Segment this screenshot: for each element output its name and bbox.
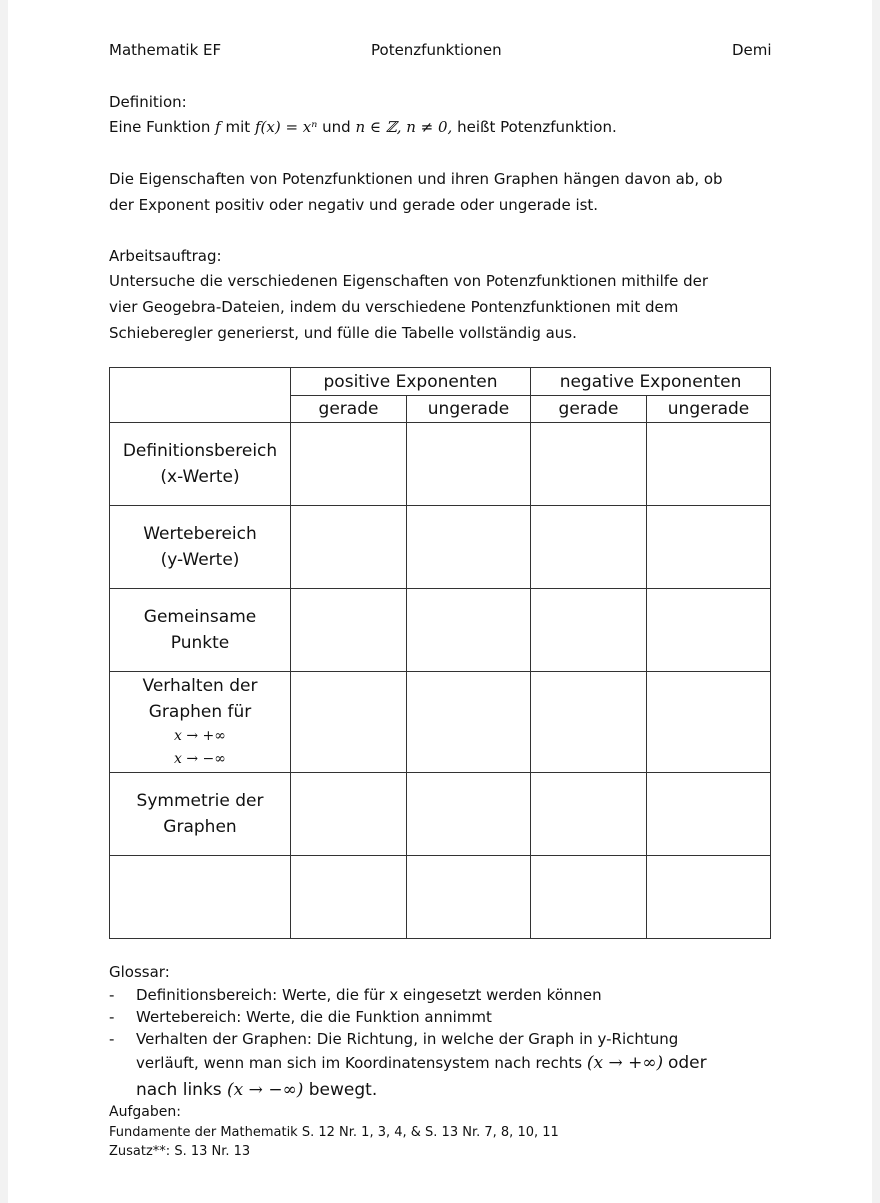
glossar-item-text: Verhalten der Graphen: Die Richtung, in welche der Graph in y-Richtung: [136, 1030, 679, 1048]
definition-prefix: Eine Funktion: [109, 118, 211, 136]
row-label-line: Graphen: [163, 817, 237, 837]
task-line-1: Untersuche die verschiedenen Eigenschaften von Potenzfunktionen mithilfe der: [109, 272, 709, 290]
table-row: [110, 773, 771, 856]
answer-cell[interactable]: [531, 856, 647, 939]
row-label-limit-plus: x → +∞: [174, 728, 226, 744]
task-heading: Arbeitsauftrag:: [109, 247, 222, 265]
answer-cell[interactable]: [407, 773, 531, 856]
definition-und: und: [322, 118, 351, 136]
definition-mit: mit: [225, 118, 251, 136]
answer-cell[interactable]: [531, 672, 647, 773]
header-subject: Mathematik EF: [109, 41, 222, 59]
answer-cell[interactable]: [531, 589, 647, 672]
answer-cell[interactable]: [647, 856, 771, 939]
answer-cell[interactable]: [531, 506, 647, 589]
properties-table: [109, 367, 771, 939]
answer-cell[interactable]: [291, 856, 407, 939]
glossar-item-text: Wertebereich: Werte, die die Funktion annimmt: [136, 1008, 492, 1026]
row-label-line: Verhalten der: [142, 676, 258, 696]
row-label-line: Wertebereich: [143, 524, 257, 544]
aufgaben-line-1: Fundamente der Mathematik S. 12 Nr. 1, 3, 4, & S. 13 Nr. 7, 8, 10, 11: [109, 1125, 559, 1140]
glossar-item: [109, 1029, 679, 1049]
row-label-line: (y-Werte): [160, 550, 240, 570]
worksheet-page: [8, 0, 872, 1203]
answer-cell[interactable]: [531, 773, 647, 856]
table-row: [110, 423, 771, 506]
math-limit-minus: (x → −∞): [227, 1080, 304, 1100]
answer-cell[interactable]: [407, 589, 531, 672]
definition-heading: Definition:: [109, 93, 187, 111]
intro-line-1: Die Eigenschaften von Potenzfunktionen und ihren Graphen hängen davon ab, ob: [109, 170, 723, 188]
header-pos-odd: ungerade: [407, 396, 531, 423]
row-label-limit-minus: x → −∞: [174, 751, 226, 767]
header-neg-odd: ungerade: [647, 396, 771, 423]
table-row: [110, 856, 771, 939]
list-dash: -: [109, 986, 115, 1004]
task-line-3: Schieberegler generierst, und fülle die Tabelle vollständig aus.: [109, 324, 577, 342]
row-label-line: Gemeinsame: [143, 607, 257, 627]
row-label-common-points: [110, 589, 291, 672]
list-dash: -: [109, 1030, 115, 1048]
glossar-item: [109, 1007, 492, 1027]
glossar-item-text: Definitionsbereich: Werte, die für x eingesetzt werden können: [136, 986, 602, 1004]
header-positive-exponents: positive Exponenten: [291, 368, 531, 396]
definition-condition: n ∈ ℤ, n ≠ 0,: [355, 118, 453, 136]
definition-line: [109, 117, 617, 137]
table-corner-cell: [110, 368, 291, 423]
row-label-line: Punkte: [170, 633, 230, 653]
glossar-item-text: bewegt.: [308, 1080, 378, 1100]
glossar-heading: Glossar:: [109, 963, 170, 981]
math-limit-plus: (x → +∞): [586, 1053, 664, 1073]
row-label-line: Graphen für: [148, 702, 252, 722]
header-topic: Potenzfunktionen: [371, 41, 502, 59]
answer-cell[interactable]: [291, 506, 407, 589]
intro-line-2: der Exponent positiv oder negativ und gerade oder ungerade ist.: [109, 196, 599, 214]
glossar-item-text: oder: [667, 1053, 707, 1073]
answer-cell[interactable]: [407, 856, 531, 939]
answer-cell[interactable]: [291, 423, 407, 506]
answer-cell[interactable]: [531, 423, 647, 506]
table-row: [110, 589, 771, 672]
answer-cell[interactable]: [291, 672, 407, 773]
table-row: [110, 506, 771, 589]
answer-cell[interactable]: [407, 672, 531, 773]
row-label-line: Symmetrie der: [136, 791, 264, 811]
row-label-symmetry: [110, 773, 291, 856]
aufgaben-heading: Aufgaben:: [109, 1104, 181, 1120]
header-negative-exponents: negative Exponenten: [531, 368, 771, 396]
definition-suffix: heißt Potenzfunktion.: [457, 118, 617, 136]
task-line-2: vier Geogebra-Dateien, indem du verschiedene Pontenzfunktionen mit dem: [109, 298, 679, 316]
answer-cell[interactable]: [291, 589, 407, 672]
answer-cell[interactable]: [407, 423, 531, 506]
answer-cell[interactable]: [647, 506, 771, 589]
row-label-domain: [110, 423, 291, 506]
answer-cell[interactable]: [647, 589, 771, 672]
aufgaben-line-2: Zusatz**: S. 13 Nr. 13: [109, 1144, 251, 1159]
row-label-empty[interactable]: [110, 856, 291, 939]
row-label-range: [110, 506, 291, 589]
list-dash: -: [109, 1008, 115, 1026]
row-label-line: (x-Werte): [160, 467, 240, 487]
answer-cell[interactable]: [647, 773, 771, 856]
answer-cell[interactable]: [647, 423, 771, 506]
row-label-line: Definitionsbereich: [122, 441, 278, 461]
answer-cell[interactable]: [647, 672, 771, 773]
answer-cell[interactable]: [291, 773, 407, 856]
answer-cell[interactable]: [407, 506, 531, 589]
glossar-item-continuation: [136, 1079, 377, 1101]
definition-f: f: [215, 118, 221, 136]
header-pos-even: gerade: [291, 396, 407, 423]
glossar-item-text: verläuft, wenn man sich im Koordinatensystem nach rechts: [136, 1054, 583, 1072]
glossar-item-text: nach links: [136, 1080, 222, 1100]
glossar-item: [109, 985, 602, 1005]
header-author: Demi: [732, 41, 772, 59]
table-row: [110, 672, 771, 773]
glossar-item-continuation: [136, 1053, 707, 1073]
row-label-end-behavior: [110, 672, 291, 773]
definition-formula: f(x) = xⁿ: [254, 118, 318, 136]
header-neg-even: gerade: [531, 396, 647, 423]
